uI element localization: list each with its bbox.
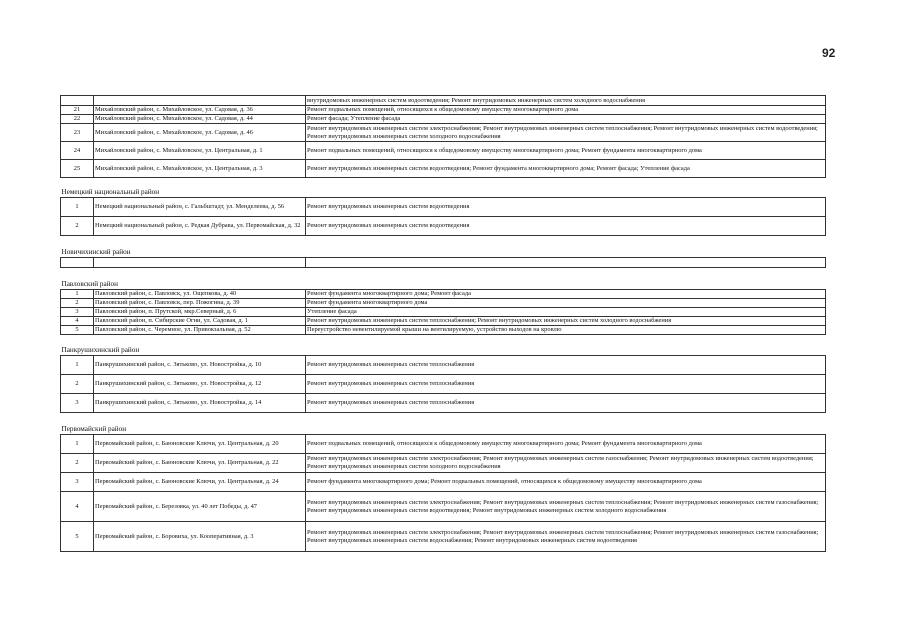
table-row <box>61 435 826 454</box>
repair-works: Ремонт внутридомовых инженерных систем теплоснабжения; Ремонт внутридомовых инженерных систем холодного водоснабжения <box>306 317 826 326</box>
district-heading-row <box>61 413 826 435</box>
repair-works: Ремонт подвальных помещений, относящихся к общедомовому имуществу многоквартирного дома <box>306 106 826 115</box>
row-number: 1 <box>61 290 94 299</box>
row-number: 4 <box>61 492 94 522</box>
table-row <box>61 299 826 308</box>
repair-works: Ремонт фасада; Утепление фасада <box>306 115 826 124</box>
repair-works: Ремонт фундамента многоквартирного дома; Ремонт фасада <box>306 290 826 299</box>
district-name: Павловский район <box>61 268 826 290</box>
row-number: 2 <box>61 375 94 394</box>
house-address: Первомайский район, с. Баюновские Ключи, ул. Центральная, д. 20 <box>94 435 306 454</box>
row-number: 23 <box>61 124 94 142</box>
table-row <box>61 124 826 142</box>
district-name: Новичихинский район <box>61 236 826 258</box>
house-address: Михайловский район, с. Михайловское, ул. Садовая, д. 44 <box>94 115 306 124</box>
repair-works: Ремонт подвальных помещений, относящихся к общедомовому имуществу многоквартирного дома; Ремонт фундамента многоквартирного дома <box>306 435 826 454</box>
row-number: 3 <box>61 308 94 317</box>
row-number: 22 <box>61 115 94 124</box>
district-heading-row <box>61 268 826 290</box>
repair-works: Ремонт внутридомовых инженерных систем электроснабжения; Ремонт внутридомовых инженерных систем теплоснабжения; Ремонт внутридомовых инженерных систем водоотведения; Ремонт внутридомовых инженерных систем холодного водоснабжения <box>306 124 826 142</box>
table-row <box>61 160 826 178</box>
repair-works: Ремонт внутридомовых инженерных систем теплоснабжения <box>306 375 826 394</box>
table-row <box>61 142 826 160</box>
table-row <box>61 317 826 326</box>
repair-works: Ремонт внутридомовых инженерных систем водоотведения <box>306 198 826 217</box>
repair-works: Ремонт внутридомовых инженерных систем теплоснабжения <box>306 394 826 413</box>
house-address <box>94 96 306 106</box>
table-row <box>61 522 826 552</box>
house-address: Панкрушихинский район, с. Зятьково, ул. Новостройка, д. 10 <box>94 356 306 375</box>
house-address: Павловский район, п. Сибирские Огни, ул. Садовая, д. 1 <box>94 317 306 326</box>
row-number: 1 <box>61 198 94 217</box>
table-row <box>61 492 826 522</box>
table-row <box>61 290 826 299</box>
repair-works: Ремонт фундамента многоквартирного дома <box>306 299 826 308</box>
row-number: 24 <box>61 142 94 160</box>
house-address: Михайловский район, с. Михайловское, ул. Садовая, д. 46 <box>94 124 306 142</box>
table-row <box>61 326 826 335</box>
row-number: 5 <box>61 522 94 552</box>
house-address: Павловский район, с. Черемное, ул. Привокзальная, д. 52 <box>94 326 306 335</box>
house-address: Немецкий национальный район, с. Гальбштадт, ул. Менделеева, д. 56 <box>94 198 306 217</box>
house-address: Первомайский район, с. Баюновские Ключи, ул. Центральная, д. 24 <box>94 473 306 492</box>
table-row <box>61 308 826 317</box>
empty-cell <box>94 258 306 268</box>
repair-works: Ремонт внутридомовых инженерных систем электроснабжения; Ремонт внутридомовых инженерных систем газоснабжения; Ремонт внутридомовых инженерных систем водоотведения; Ремонт внутридомовых инженерных систем холодного водоснабжения <box>306 454 826 473</box>
house-address: Михайловский район, с. Михайловское, ул. Центральная, д. 1 <box>94 142 306 160</box>
house-address: Михайловский район, с. Михайловское, ул. Садовая, д. 36 <box>94 106 306 115</box>
table-row <box>61 394 826 413</box>
house-address: Павловский район, с. Павловск, пер. Пожогина, д. 39 <box>94 299 306 308</box>
house-address: Немецкий национальный район, с. Редкая Дубрава, ул. Первомайская, д. 32 <box>94 217 306 236</box>
repair-works: Ремонт внутридомовых инженерных систем теплоснабжения <box>306 356 826 375</box>
house-address: Михайловский район, с. Михайловское, ул. Центральная, д. 3 <box>94 160 306 178</box>
repair-program-table <box>60 95 826 552</box>
district-name: Немецкий национальный район <box>61 178 826 198</box>
row-number <box>61 96 94 106</box>
row-number: 3 <box>61 394 94 413</box>
row-number: 1 <box>61 435 94 454</box>
repair-works: Утепление фасада <box>306 308 826 317</box>
district-name: Первомайский район <box>61 413 826 435</box>
table-row <box>61 106 826 115</box>
table-row <box>61 356 826 375</box>
row-number: 21 <box>61 106 94 115</box>
table-row <box>61 198 826 217</box>
repair-works: Ремонт подвальных помещений, относящихся к общедомовому имуществу многоквартирного дома; Ремонт фундамента многоквартирного дома <box>306 142 826 160</box>
repair-works: Переустройство невентилируемой крыши на вентилируемую, устройство выходов на кровлю <box>306 326 826 335</box>
table-row <box>61 217 826 236</box>
house-address: Первомайский район, с. Березовка, ул. 40 лет Победы, д. 47 <box>94 492 306 522</box>
row-number: 1 <box>61 356 94 375</box>
repair-works: Ремонт внутридомовых инженерных систем водоотведения <box>306 217 826 236</box>
row-number: 5 <box>61 326 94 335</box>
row-number: 2 <box>61 454 94 473</box>
house-address: Панкрушихинский район, с. Зятьково, ул. Новостройка, д. 14 <box>94 394 306 413</box>
table-row <box>61 115 826 124</box>
district-heading-row <box>61 178 826 198</box>
empty-row <box>61 258 826 268</box>
house-address: Первомайский район, с. Баюновские Ключи, ул. Центральная, д. 22 <box>94 454 306 473</box>
row-number: 2 <box>61 217 94 236</box>
district-heading-row <box>61 335 826 356</box>
repair-works: Ремонт внутридомовых инженерных систем электроснабжения; Ремонт внутридомовых инженерных систем теплоснабжения; Ремонт внутридомовых инженерных систем газоснабжения; Ремонт внутридомовых инженерных систем водоснабжения; Ремонт внутридомовых инженерных систем водоотведения <box>306 522 826 552</box>
district-name: Панкрушихинский район <box>61 335 826 356</box>
table-row <box>61 375 826 394</box>
house-address: Панкрушихинский район, с. Зятьково, ул. Новостройка, д. 12 <box>94 375 306 394</box>
empty-cell <box>306 258 826 268</box>
repair-works: внутридомовых инженерных систем водоотведения; Ремонт внутридомовых инженерных систем холодного водоснабжения <box>306 96 826 106</box>
repair-works: Ремонт внутридомовых инженерных систем водоотведения; Ремонт фундамента многоквартирного дома; Ремонт фасада; Утепление фасада <box>306 160 826 178</box>
row-number: 25 <box>61 160 94 178</box>
house-address: Павловский район, п. Прутской, мкр.Северный, д. 6 <box>94 308 306 317</box>
repair-works: Ремонт внутридомовых инженерных систем электроснабжения; Ремонт внутридомовых инженерных систем теплоснабжения; Ремонт внутридомовых инженерных систем газоснабжения; Ремонт внутридомовых инженерных систем водоотведения; Ремонт внутридомовых инженерных систем холодного водоснабжения <box>306 492 826 522</box>
table-row <box>61 454 826 473</box>
page-number: 92 <box>822 46 836 60</box>
district-heading-row <box>61 236 826 258</box>
table-row <box>61 473 826 492</box>
row-number: 2 <box>61 299 94 308</box>
empty-cell <box>61 258 94 268</box>
house-address: Павловский район, с. Павловск, ул. Ощепкова, д. 40 <box>94 290 306 299</box>
repair-works: Ремонт фундамента многоквартирного дома; Ремонт подвальных помещений, относящихся к общедомовому имуществу многоквартирного дома <box>306 473 826 492</box>
house-address: Первомайский район, с. Боровиха, ул. Кооперативная, д. 3 <box>94 522 306 552</box>
table-row <box>61 96 826 106</box>
row-number: 3 <box>61 473 94 492</box>
row-number: 4 <box>61 317 94 326</box>
